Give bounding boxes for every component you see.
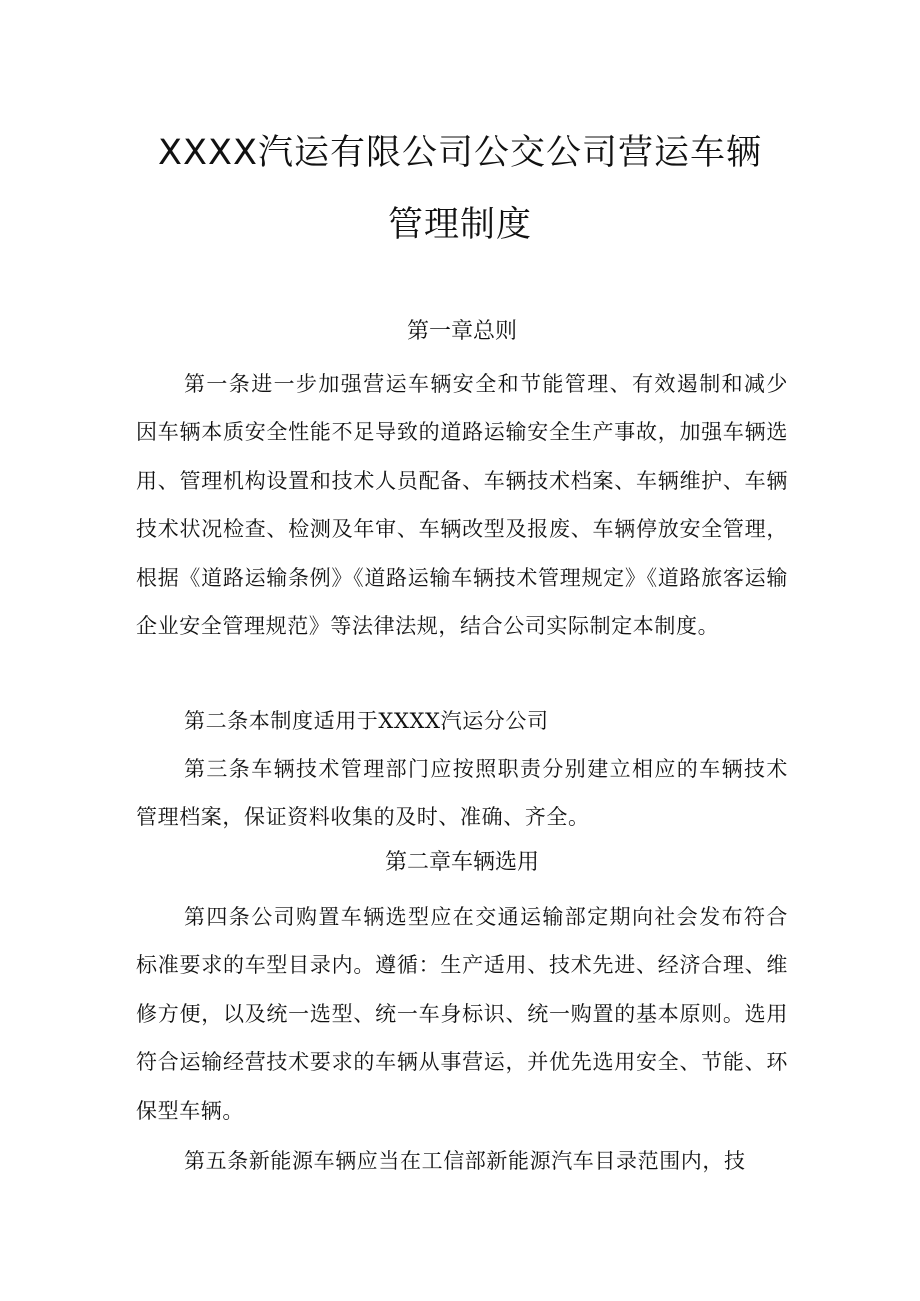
article-2-paragraph: 第二条本制度适用于XXXX汽运分公司 [184, 709, 549, 733]
document-title-line-2: 管理制度 [387, 205, 532, 245]
article-5-paragraph: 第五条新能源车辆应当在工信部新能源汽车目录范围内，技 [184, 1149, 746, 1173]
chapter-2-heading: 第二章车辆选用 [384, 850, 539, 875]
chapter-1-heading: 第一章总则 [406, 319, 517, 344]
article-1-paragraph: 第一条进一步加强营运车辆安全和节能管理、有效遏制和减少因车辆本质安全性能不足导致的道路运输安全生产事故，加强车辆选用、管理机构设置和技术人员配备、车辆技术档案、车辆维护、车辆技术状况检查、检测及年审、车辆改型及报废、车辆停放安全管理，根据《道路运输条例》《道路运输车辆技术管理规定》《道路旅客运输企业安全管理规范》等法律法规，结合公司实际制定本制度。 [136, 372, 788, 639]
article-3-paragraph: 第三条车辆技术管理部门应按照职责分别建立相应的车辆技术管理档案，保证资料收集的及时、准确、齐全。 [136, 757, 788, 830]
article-4-paragraph: 第四条公司购置车辆选型应在交通运输部定期向社会发布符合标准要求的车型目录内。遵循：生产适用、技术先进、经济合理、维修方便，以及统一选型、统一车身标识、统一购置的基本原则。选用符合运输经营技术要求的车辆从事营运，并优先选用安全、节能、环保型车辆。 [136, 905, 788, 1123]
document-title-line-1: XXXX汽运有限公司公交公司营运车辆 [158, 133, 762, 173]
